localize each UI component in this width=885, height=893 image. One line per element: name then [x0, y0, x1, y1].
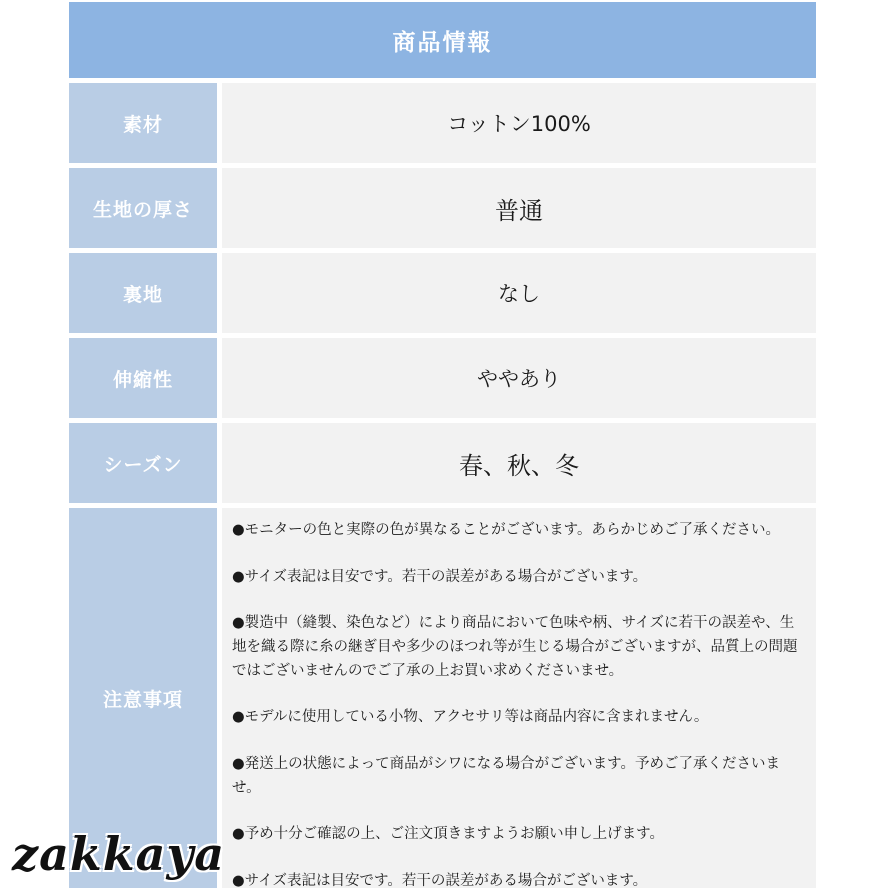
- row-label: 生地の厚さ: [69, 168, 217, 248]
- row-value: 春、秋、冬: [222, 423, 816, 503]
- row-value: ややあり: [222, 338, 816, 418]
- watermark-logo: zakkaya: [12, 827, 226, 881]
- product-info-table: [69, 2, 816, 888]
- table-row-thickness: [69, 168, 816, 248]
- table-row-stretch: [69, 338, 816, 418]
- note-item: ●モニターの色と実際の色が異なることがございます。あらかじめご了承ください。: [232, 522, 780, 538]
- note-item: ●サイズ表記は目安です。若干の誤差がある場合がございます。: [232, 568, 648, 585]
- table-row-season: [69, 423, 816, 503]
- row-label: 裏地: [69, 253, 217, 333]
- table-row-lining: [69, 253, 816, 333]
- row-label: 素材: [69, 83, 217, 163]
- table-row-material: [69, 83, 816, 163]
- row-value: なし: [222, 253, 816, 333]
- notes-label: 注意事項: [69, 508, 217, 888]
- note-item: ●モデルに使用している小物、アクセサリ等は商品内容に含まれません。: [232, 709, 709, 725]
- row-label: シーズン: [69, 423, 217, 503]
- row-label: 伸縮性: [69, 338, 217, 418]
- note-item: ●発送上の状態によって商品がシワになる場合がございます。予めご了承くださいませ。: [232, 755, 780, 796]
- table-title: 商品情報: [69, 2, 816, 78]
- note-item: ●サイズ表記は目安です。若干の誤差がある場合がございます。: [232, 872, 648, 889]
- row-value: コットン100%: [222, 83, 816, 163]
- notes-list: [222, 508, 816, 888]
- note-item: ●予め十分ご確認の上、ご注文頂きますようお願い申し上げます。: [232, 826, 664, 842]
- row-value: 普通: [222, 168, 816, 248]
- note-item: ●製造中（縫製、染色など）により商品において色味や柄、サイズに若干の誤差や、生地を織る際に糸の継ぎ目や多少のほつれ等が生じる場合がございますが、品質上の問題ではございませんのでご了承の上お買い求めくださいませ。: [232, 615, 798, 679]
